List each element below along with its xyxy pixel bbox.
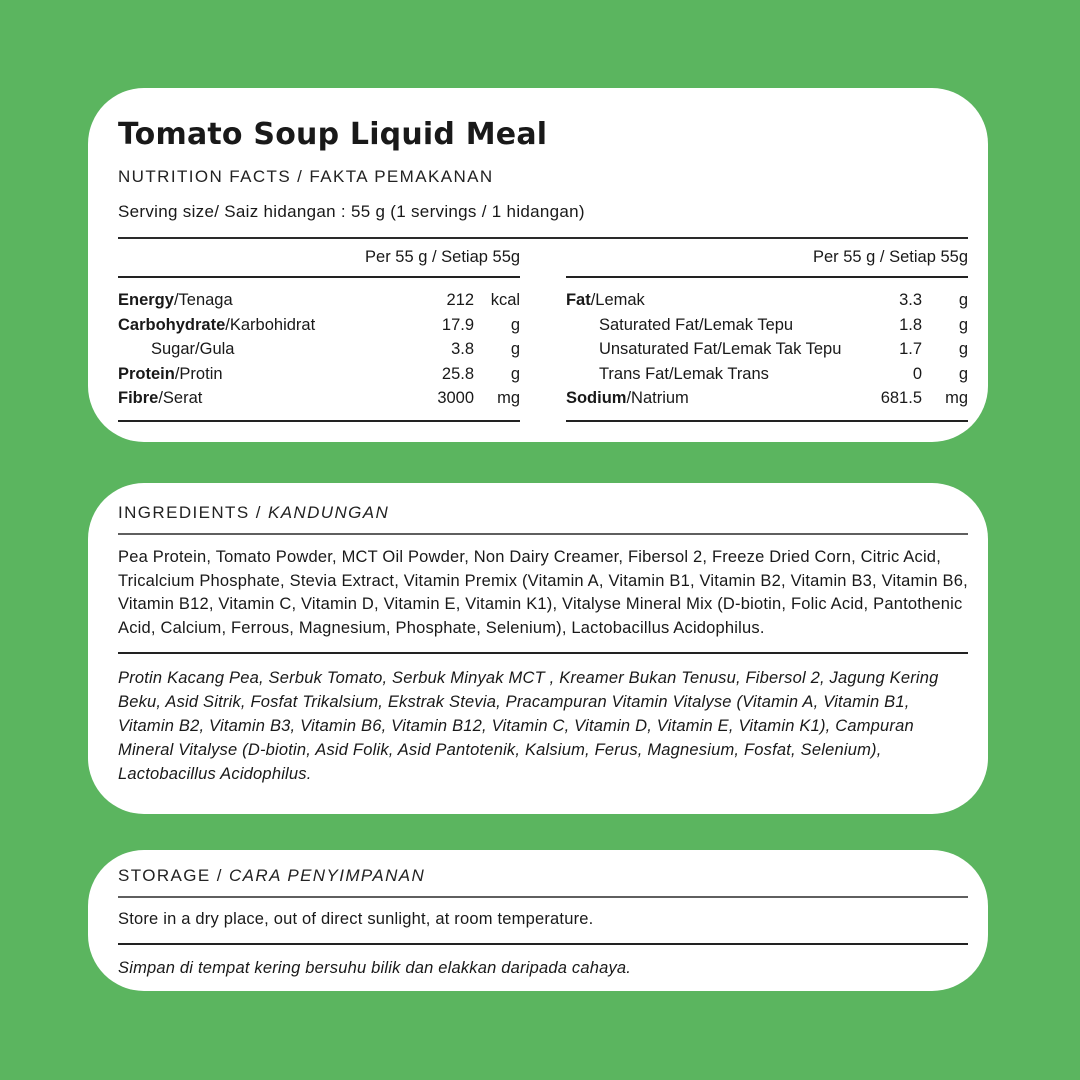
nutrient-value: 25.8	[441, 364, 475, 383]
nutrient-value: 1.7	[899, 340, 922, 358]
nutrient-unit: g	[958, 291, 968, 309]
storage-text-english: Store in a dry place, out of direct sunlight, at room temperature.	[118, 910, 594, 928]
ingredients-text-english: Pea Protein, Tomato Powder, MCT Oil Powder, Non Dairy Creamer, Fibersol 2, Freeze Dried Corn, Citric Acid, Tricalcium Phosphate, Stevia Extract, Vitamin Premix (Vitamin A, Vitamin B1, Vitamin B2, Vitamin B3, Vitamin B6, Vitamin B12, Vitamin C, Vitamin D, Vitamin E, Vitamin K1), Vitalyse Mineral Mix (D-biotin, Folic Acid, Pantothenic Acid, Calcium, Ferrous, Magnesium, Phosphate, Selenium), Lactobacillus Acidophilus.	[118, 548, 968, 637]
nutrient-value: 3.3	[899, 291, 922, 309]
storage-text-malay: Simpan di tempat kering bersuhu bilik dan elakkan daripada cahaya.	[118, 958, 632, 977]
nutrition-row-trans-fat: Trans Fat/Lemak Trans 0 g	[566, 362, 968, 387]
nutrition-table-right	[566, 239, 968, 422]
ingredients-text-malay: Protin Kacang Pea, Serbuk Tomato, Serbuk Minyak MCT , Kreamer Bukan Tenusu, Fibersol 2, Jagung Kering Beku, Asid Sitrik, Fosfat Trikalsium, Ekstrak Stevia, Pracampuran Vitamin Vitalyse (Vitamin A, Vitamin B1, Vitamin B2, Vitamin B3, Vitamin B6, Vitamin B12, Vitamin C, Vitamin D, Vitamin E, Vitamin K1), Campuran Mineral Vitalyse (D-biotin, Asid Folik, Asid Pantotenik, Kalsium, Ferus, Magnesium, Fosfat, Selenium), Lactobacillus Acidophilus.	[118, 669, 939, 783]
nutrition-row-unsaturated-fat: Unsaturated Fat/Lemak Tak Tepu 1.7 g	[566, 337, 968, 362]
nutrient-value: 3000	[437, 389, 475, 407]
nutrient-unit: g	[510, 315, 521, 334]
nutrition-row-carbohydrate: Carbohydrate/Karbohidrat 17.9 g	[118, 313, 520, 338]
nutrition-row-energy: Energy/Tenaga 212 kcal	[118, 288, 520, 313]
nutrient-value: 681.5	[880, 389, 922, 407]
nutrition-row-sodium: Sodium/Natrium 681.5 mg	[566, 386, 968, 411]
nutrition-facts-heading: NUTRITION FACTS / FAKTA PEMAKANAN	[118, 167, 494, 186]
nutrition-row-fibre: Fibre/Serat 3000 mg	[118, 386, 520, 411]
nutrition-row-sugar: Sugar/Gula 3.8 g	[118, 337, 520, 362]
storage-card	[88, 850, 988, 991]
nutrition-tables	[118, 239, 968, 422]
nutrient-value: 212	[446, 291, 475, 309]
nutrient-unit: g	[958, 364, 968, 383]
nutrient-unit: g	[958, 340, 968, 358]
nutrient-unit: mg	[497, 389, 521, 407]
divider	[566, 420, 968, 422]
nutrient-value: 1.8	[899, 315, 922, 334]
nutrition-facts-card	[88, 88, 988, 442]
nutrient-unit: g	[958, 315, 968, 334]
storage-heading: STORAGE / CARA PENYIMPANAN	[118, 866, 426, 885]
serving-size-line: Serving size/ Saiz hidangan : 55 g (1 servings / 1 hidangan)	[118, 202, 585, 221]
nutrition-table-left	[118, 239, 520, 422]
ingredients-card	[88, 483, 988, 814]
nutrient-value: 3.8	[451, 340, 475, 358]
nutrient-unit: g	[510, 364, 521, 383]
nutrient-value: 17.9	[441, 315, 475, 334]
per-serving-header: Per 55 g / Setiap 55g	[812, 248, 968, 266]
nutrient-value: 0	[912, 364, 922, 383]
divider	[118, 420, 520, 422]
nutrient-unit: g	[510, 340, 521, 358]
nutrient-unit: mg	[945, 389, 968, 407]
ingredients-heading: INGREDIENTS / KANDUNGAN	[118, 503, 390, 522]
per-serving-header: Per 55 g / Setiap 55g	[365, 248, 521, 266]
nutrition-row-fat: Fat/Lemak 3.3 g	[566, 288, 968, 313]
nutrient-unit: kcal	[490, 291, 521, 309]
nutrition-row-saturated-fat: Saturated Fat/Lemak Tepu 1.8 g	[566, 313, 968, 338]
product-title: Tomato Soup Liquid Meal	[118, 117, 548, 152]
nutrition-row-protein: Protein/Protin 25.8 g	[118, 362, 520, 387]
